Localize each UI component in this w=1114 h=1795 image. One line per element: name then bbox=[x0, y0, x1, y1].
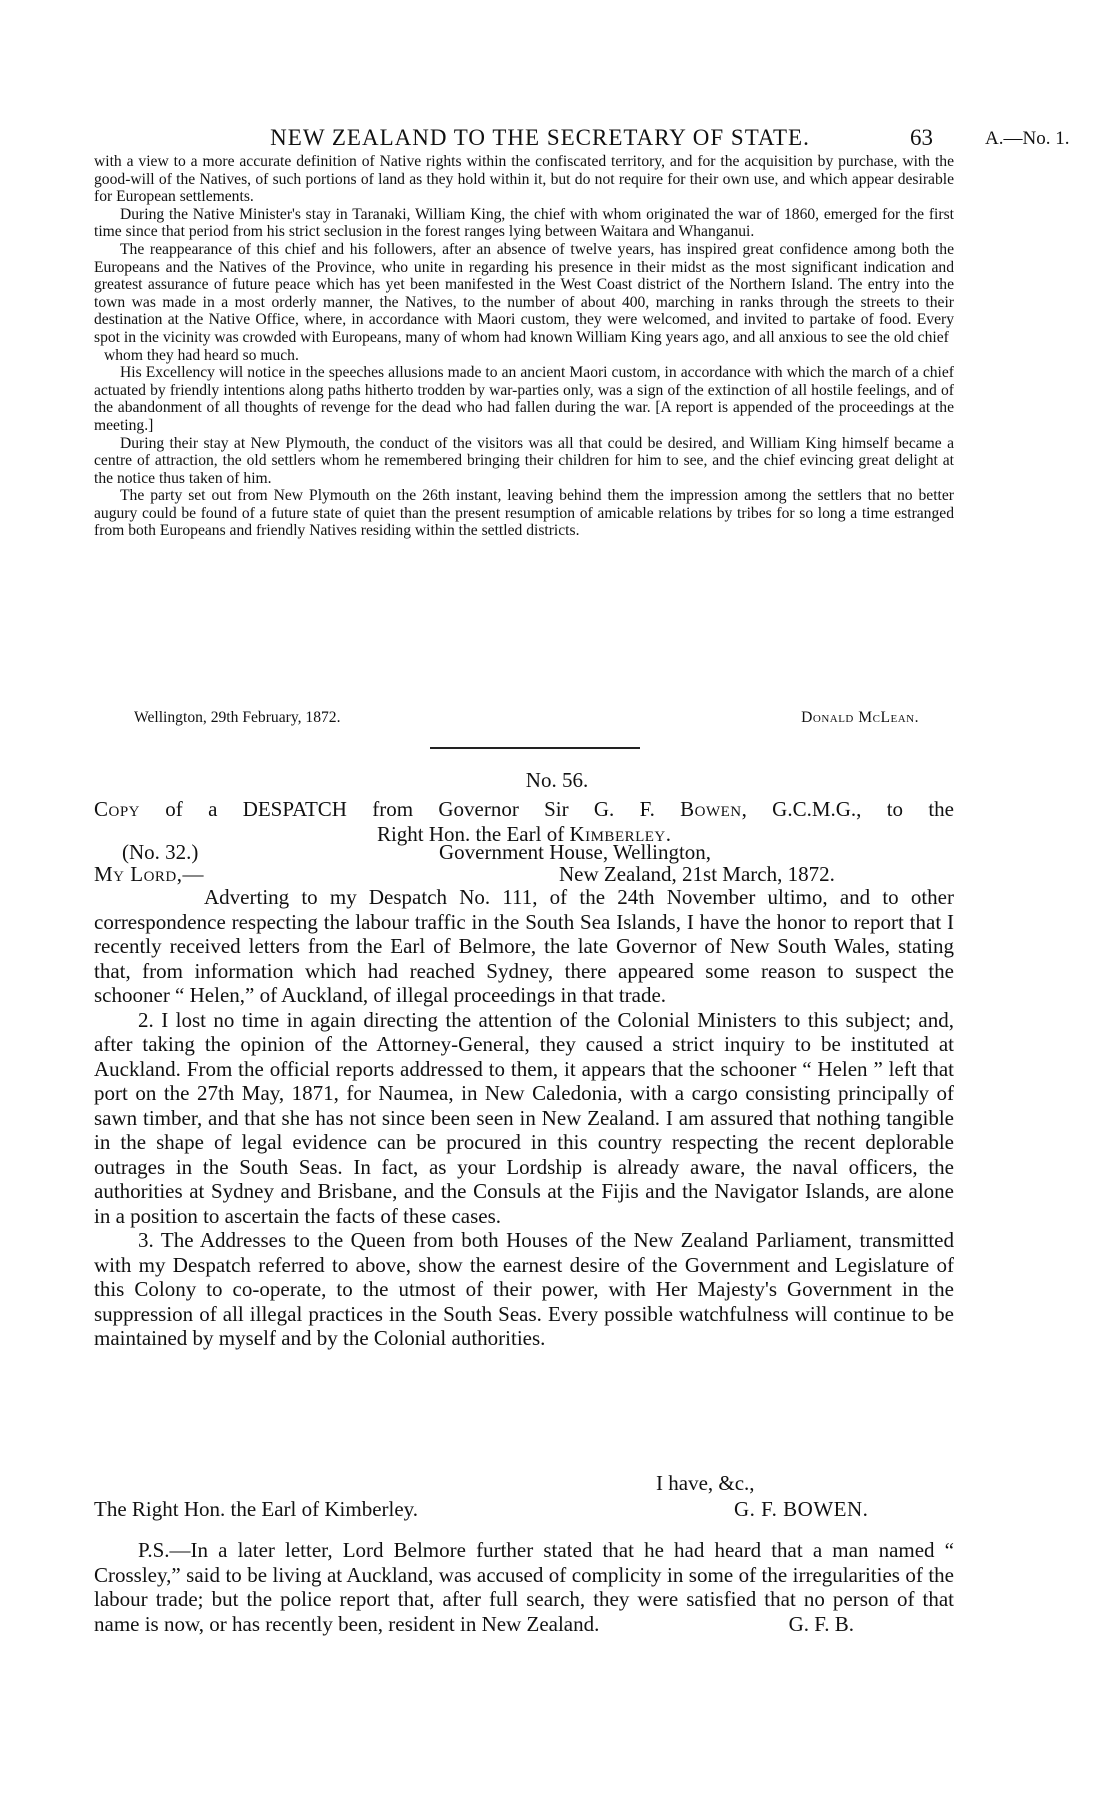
report-paragraph: whom they had heard so much. bbox=[104, 346, 299, 364]
paper-reference: A.—No. 1. bbox=[985, 128, 1070, 149]
report-paragraph: with a view to a more accurate definition of Native rights within the confiscated territory, and for the acquisition by purchase, with the good-will of the Natives, of such portions of land as they hold within it, but do not require for their own use, and which appear desirable for European settlements. bbox=[94, 153, 954, 206]
section-divider bbox=[430, 747, 640, 749]
running-header-title: NEW ZEALAND TO THE SECRETARY OF STATE. bbox=[270, 125, 810, 150]
postscript-initials: G. F. B. bbox=[788, 1611, 854, 1636]
despatch-address-2: New Zealand, 21st March, 1872. bbox=[559, 862, 835, 886]
report-place-date: Wellington, 29th February, 1872. bbox=[134, 709, 341, 726]
report-signature: Donald McLean. bbox=[801, 709, 919, 726]
report-text bbox=[94, 153, 954, 540]
despatch-closing: I have, &c., bbox=[656, 1471, 755, 1495]
despatch-ref: (No. 32.) bbox=[122, 840, 199, 864]
despatch-title-line-2: Right Hon. the Earl of Kimberley. bbox=[376, 821, 672, 846]
despatch-title bbox=[94, 797, 954, 846]
report-paragraph: During their stay at New Plymouth, the conduct of the visitors was all that could be desired, and William King himself became a centre of attraction, the old settlers whom he remembered bringing their children for him to see, and the chief evincing great delight at the notice thus taken of him. bbox=[94, 434, 954, 487]
despatch-paragraph: 2. I lost no time in again directing the attention of the Colonial Ministers to this subject; and, after taking the opinion of the Attorney-General, they caused a strict inquiry to be instituted at Auckland. From the official reports addressed to them, it appears that the schooner “ Helen ” left that port on the 27th May, 1871, for Naumea, in New Caledonia, with a cargo consisting principally of sawn timber, and that she has not since been seen in New Zealand. I am assured that nothing tangible in the shape of legal evidence can be procured in this country respecting the recent deplorable outrages in the South Seas. In fact, as your Lordship is already aware, the naval officers, the authorities at Sydney and Brisbane, and the Consuls at the Fijis and the Navigator Islands, are alone in a position to ascertain the facts of these cases. bbox=[94, 1007, 954, 1228]
report-paragraph: His Excellency will notice in the speeches allusions made to an ancient Maori custom, in accordance with which the march of a chief actuated by friendly intentions along paths hitherto trodden by war-parties only, was a sign of the extinction of all hostile feelings, and of the abandonment of all thoughts of revenge for the dead who had fallen during the war. [A report is appended of the proceedings at the meeting.] bbox=[94, 364, 954, 434]
postscript-text: P.S.—In a later letter, Lord Belmore further stated that he had heard that a man named “ Crossley,” said to be living at Auckland, was accused of complicity in some of the irregularities of the labour trade; but the police report that, after full search, they were satisfied that no person of that name is now, or has recently been, resident in New Zealand. bbox=[94, 1538, 954, 1636]
report-paragraph: The party set out from New Plymouth on the 26th instant, leaving behind them the impression among the settlers that no better augury could be found of a future state of quiet than the present resumption of amicable relations by tribes for so long a time estranged from both Europeans and friendly Natives residing within the settled districts. bbox=[94, 487, 954, 540]
despatch-title-line-1: Copy of a DESPATCH from Governor Sir G. F. Bowen, G.C.M.G., to the bbox=[94, 797, 955, 821]
despatch-address-1: Government House, Wellington, bbox=[439, 840, 712, 864]
despatch-signature: G. F. BOWEN. bbox=[734, 1497, 869, 1521]
page-number: 63 bbox=[910, 125, 933, 150]
report-paragraph: During the Native Minister's stay in Taranaki, William King, the chief with whom originated the war of 1860, emerged for the first time since that period from his strict seclusion in the forest ranges lying between Waitara and Whanganui. bbox=[94, 205, 954, 241]
report-paragraph: The reappearance of this chief and his followers, after an absence of twelve years, has inspired great confidence among both the Europeans and the Natives of the Province, who unite in regarding his presence in their midst as the most significant indication and greatest assurance of future peace which has yet been manifested in the West Coast district of the Northern Island. The entry into the town was made in a most orderly manner, the Natives, to the number of about 400, marching in ranks through the streets to their destination at the Native Office, where, in accordance with Maori custom, they were welcomed, and invited to partake of food. Every spot in the vicinity was crowded with Europeans, many of whom had known William King years ago, and all anxious to see the old chief bbox=[94, 240, 954, 346]
despatch-postscript bbox=[94, 1538, 954, 1636]
despatch-salutation: My Lord,— bbox=[94, 862, 205, 886]
despatch-body bbox=[94, 885, 954, 1351]
despatch-paragraph: 3. The Addresses to the Queen from both Houses of the New Zealand Parliament, transmitted with my Despatch referred to above, show the earnest desire of the Government and Legislature of this Colony to co-operate, to the utmost of their power, with Her Majesty's Government in the suppression of all illegal practices in the South Seas. Every possible watchfulness will continue to be maintained by myself and by the Colonial authorities. bbox=[94, 1228, 954, 1350]
despatch-number: No. 56. bbox=[525, 768, 589, 792]
despatch-paragraph: Adverting to my Despatch No. 111, of the 24th November ultimo, and to other correspondence respecting the labour traffic in the South Sea Islands, I have the honor to report that I recently received letters from the Earl of Belmore, the late Governor of New South Wales, stating that, from information which had reached Sydney, there appeared some reason to suspect the schooner “ Helen,” of Auckland, of illegal proceedings in that trade. bbox=[94, 885, 954, 1007]
despatch-addressee: The Right Hon. the Earl of Kimberley. bbox=[94, 1497, 419, 1521]
